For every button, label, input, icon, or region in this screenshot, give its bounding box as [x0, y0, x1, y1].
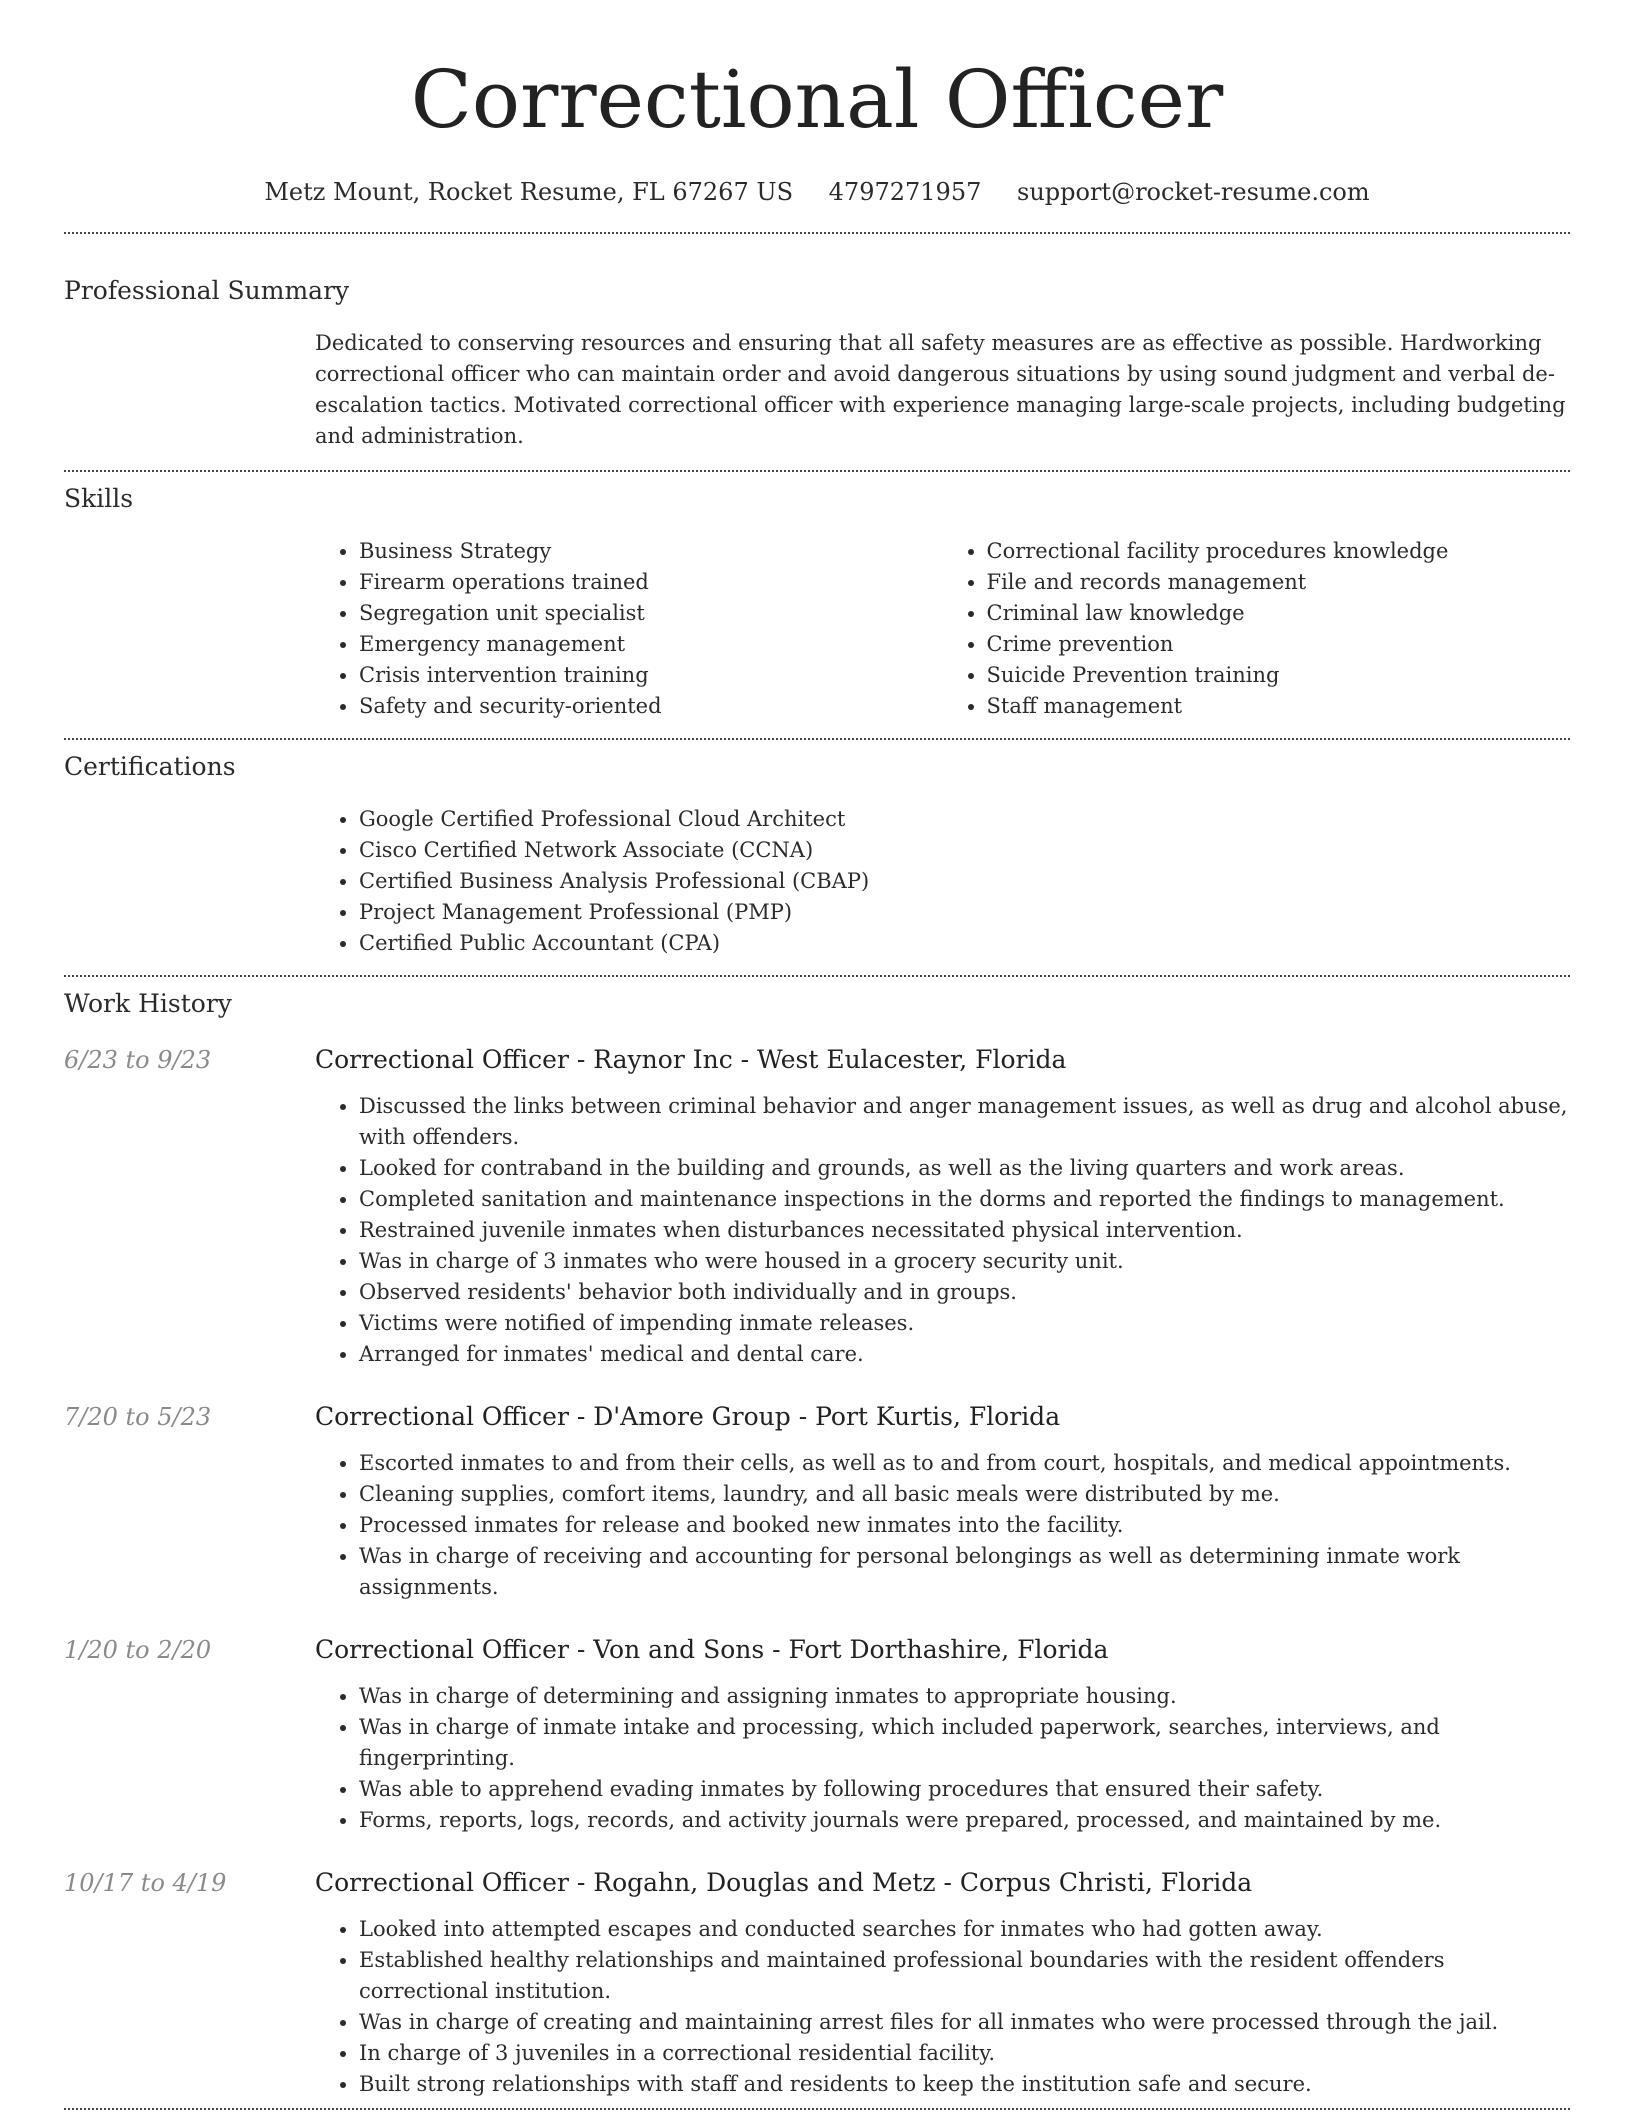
- certifications-section: [64, 750, 1570, 959]
- job-bullet: • Was in charge of receiving and accounting for personal belongings as well as determining inmate work assignments.: [359, 1541, 1570, 1603]
- skill-item: • Staff management: [987, 691, 1571, 722]
- skill-item: • Safety and security-oriented: [359, 691, 943, 722]
- job-bullets: [315, 1448, 1570, 1603]
- divider: [64, 738, 1570, 740]
- job-bullet: • Escorted inmates to and from their cells, as well as to and from court, hospitals, and medical appointments.: [359, 1448, 1570, 1479]
- job-bullet: • Built strong relationships with staff and residents to keep the institution safe and secure.: [359, 2069, 1570, 2100]
- contact-info: [64, 176, 1570, 208]
- job-bullet: • Was able to apprehend evading inmates by following procedures that ensured their safety.: [359, 1774, 1570, 1805]
- certifications-heading: Certifications: [64, 752, 236, 781]
- contact-address: Metz Mount, Rocket Resume, FL 67267 US: [264, 178, 794, 206]
- skills-list-right: [943, 536, 1571, 722]
- summary-heading: Professional Summary: [64, 276, 350, 305]
- job-bullet: • Was in charge of inmate intake and processing, which included paperwork, searches, interviews, and fingerprinting.: [359, 1712, 1570, 1774]
- job-bullet: • In charge of 3 juveniles in a correctional residential facility.: [359, 2038, 1570, 2069]
- job-bullets: [315, 1914, 1570, 2100]
- certification-item: • Cisco Certified Network Associate (CCNA): [359, 835, 1570, 866]
- job-bullet: • Was in charge of determining and assigning inmates to appropriate housing.: [359, 1681, 1570, 1712]
- resume-header: [64, 48, 1570, 208]
- job-bullets: [315, 1681, 1570, 1836]
- skills-heading: Skills: [64, 484, 134, 513]
- resume-page: [64, 0, 1570, 2110]
- skill-item: • Correctional facility procedures knowledge: [987, 536, 1571, 567]
- job-dates: 7/20 to 5/23: [64, 1403, 212, 1431]
- job-bullet: • Observed residents' behavior both individually and in groups.: [359, 1277, 1570, 1308]
- certification-item: • Certified Business Analysis Professional (CBAP): [359, 866, 1570, 897]
- skill-item: • Firearm operations trained: [359, 567, 943, 598]
- contact-phone: 4797271957: [828, 178, 982, 206]
- certification-item: • Project Management Professional (PMP): [359, 897, 1570, 928]
- job-bullet: • Completed sanitation and maintenance inspections in the dorms and reported the findings to management.: [359, 1184, 1570, 1215]
- certification-item: • Certified Public Accountant (CPA): [359, 928, 1570, 959]
- job-bullet: • Established healthy relationships and maintained professional boundaries with the resident offenders correctional institution.: [359, 1945, 1570, 2007]
- skill-item: • File and records management: [987, 567, 1571, 598]
- skill-item: • Segregation unit specialist: [359, 598, 943, 629]
- job-title: Correctional Officer - D'Amore Group - Port Kurtis, Florida: [315, 1402, 1061, 1431]
- skill-item: • Suicide Prevention training: [987, 660, 1571, 691]
- skills-grid: [315, 536, 1570, 722]
- skill-item: • Criminal law knowledge: [987, 598, 1571, 629]
- job-bullet: • Discussed the links between criminal behavior and anger management issues, as well as drug and alcohol abuse, with offenders.: [359, 1091, 1570, 1153]
- summary-content: [315, 328, 1570, 452]
- job-bullet: • Forms, reports, logs, records, and activity journals were prepared, processed, and maintained by me.: [359, 1805, 1570, 1836]
- job-bullet: • Was in charge of 3 inmates who were housed in a grocery security unit.: [359, 1246, 1570, 1277]
- job-bullet: • Looked for contraband in the building and grounds, as well as the living quarters and work areas.: [359, 1153, 1570, 1184]
- job-bullet: • Cleaning supplies, comfort items, laundry, and all basic meals were distributed by me.: [359, 1479, 1570, 1510]
- work-history-section: [64, 987, 1570, 2100]
- divider: [64, 2108, 1570, 2110]
- job-bullet: • Arranged for inmates' medical and dental care.: [359, 1339, 1570, 1370]
- job-title: Correctional Officer - Von and Sons - Fort Dorthashire, Florida: [315, 1635, 1109, 1664]
- job-bullet: • Restrained juvenile inmates when disturbances necessitated physical intervention.: [359, 1215, 1570, 1246]
- job-bullet: • Looked into attempted escapes and conducted searches for inmates who had gotten away.: [359, 1914, 1570, 1945]
- job-title: Correctional Officer - Rogahn, Douglas and Metz - Corpus Christi, Florida: [315, 1868, 1253, 1897]
- skill-item: • Emergency management: [359, 629, 943, 660]
- skill-item: • Crime prevention: [987, 629, 1571, 660]
- job-bullet: • Was in charge of creating and maintaining arrest files for all inmates who were processed through the jail.: [359, 2007, 1570, 2038]
- divider: [64, 470, 1570, 472]
- summary-section: [64, 274, 1570, 452]
- skill-item: • Business Strategy: [359, 536, 943, 567]
- divider: [64, 232, 1570, 234]
- job-bullet: • Processed inmates for release and booked new inmates into the facility.: [359, 1510, 1570, 1541]
- job-bullet: • Victims were notified of impending inmate releases.: [359, 1308, 1570, 1339]
- job-entry: [64, 1043, 1570, 1370]
- skills-section: [64, 482, 1570, 722]
- job-dates: 1/20 to 2/20: [64, 1636, 212, 1664]
- skills-list-left: [315, 536, 943, 722]
- certification-item: • Google Certified Professional Cloud Architect: [359, 804, 1570, 835]
- job-dates: 6/23 to 9/23: [64, 1046, 212, 1074]
- job-entry: [64, 1633, 1570, 1836]
- job-dates: 10/17 to 4/19: [64, 1869, 227, 1897]
- job-entry: [64, 1866, 1570, 2100]
- certifications-content: [315, 804, 1570, 959]
- summary-text: Dedicated to conserving resources and ensuring that all safety measures are as effective as possible. Hardworking correctional officer who can maintain order and avoid dangerous situations by using sound judgment and verbal de-escalation tactics. Motivated correctional officer with experience managing large-scale projects, including budgeting and administration.: [315, 331, 1566, 448]
- certifications-list: [315, 804, 1570, 959]
- candidate-name: Correctional Officer: [410, 53, 1224, 146]
- divider: [64, 975, 1570, 977]
- job-entry: [64, 1400, 1570, 1603]
- work-history-heading: Work History: [64, 989, 232, 1018]
- job-bullets: [315, 1091, 1570, 1370]
- job-title: Correctional Officer - Raynor Inc - West Eulacester, Florida: [315, 1045, 1067, 1074]
- skill-item: • Crisis intervention training: [359, 660, 943, 691]
- contact-email: support@rocket-resume.com: [1017, 178, 1370, 206]
